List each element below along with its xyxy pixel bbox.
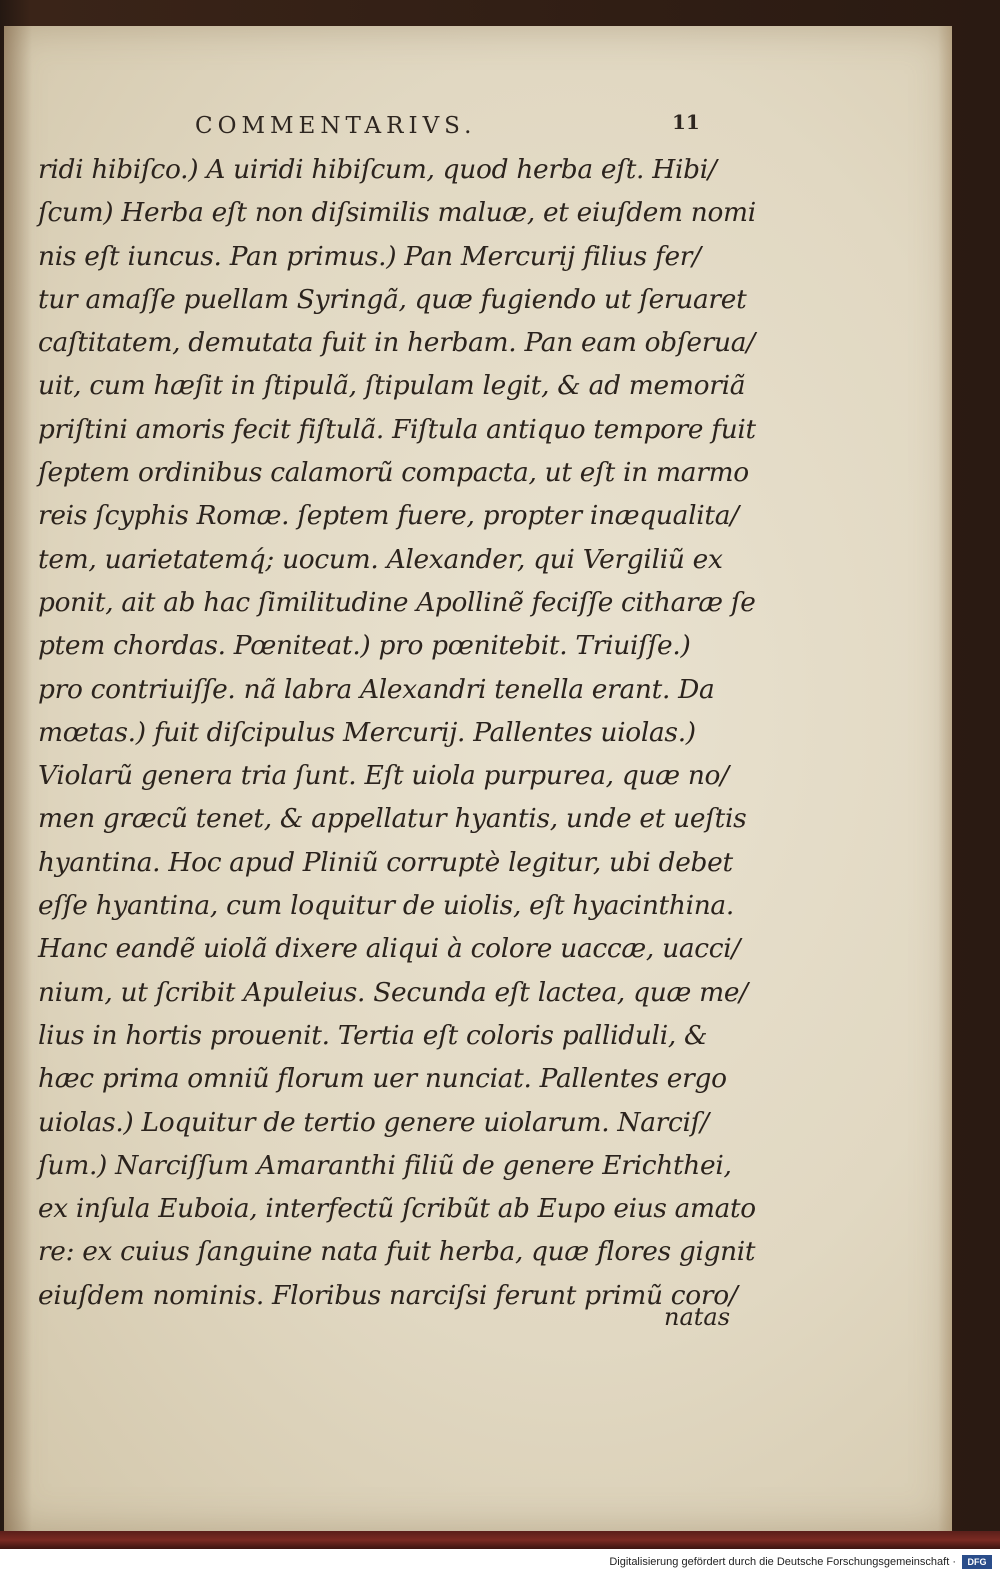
text-line: hyantina. Hoc apud Pliniũ corruptè legitur, ubi debet bbox=[38, 846, 733, 878]
funding-credit: Digitalisierung gefördert durch die Deutsche Forschungsgemeinschaft · bbox=[609, 1556, 956, 1568]
text-line: nis eſt iuncus. Pan primus.) Pan Mercurij filius fer/ bbox=[38, 240, 701, 272]
text-line: lius in hortis prouenit. Tertia eſt coloris palliduli, & bbox=[38, 1019, 708, 1051]
commentary-text-block bbox=[38, 148, 758, 1317]
text-line: tur amaſſe puellam Syringã, quæ fugiendo ut ſeruaret bbox=[38, 283, 747, 315]
page-number: 11 bbox=[672, 110, 700, 134]
text-line: nium, ut ſcribit Apuleius. Secunda eſt lactea, quæ me/ bbox=[38, 976, 748, 1008]
text-line: Hanc eandẽ uiolã dixere aliqui à colore uaccæ, uacci/ bbox=[38, 933, 741, 965]
text-line: tem, uarietatemq́; uocum. Alexander, qui Vergiliũ ex bbox=[38, 543, 723, 575]
text-line: mœtas.) fuit diſcipulus Mercurij. Pallentes uiolas.) bbox=[38, 716, 696, 748]
book-edge bbox=[0, 1531, 1000, 1549]
dfg-logo: DFG bbox=[962, 1555, 992, 1569]
text-line: pro contriuiſſe. nã labra Alexandri tenella erant. Da bbox=[38, 673, 715, 705]
text-line: re: ex cuius ſanguine nata fuit herba, quæ flores gignit bbox=[38, 1236, 756, 1268]
text-line: hæc prima omniũ florum uer nunciat. Pallentes ergo bbox=[38, 1063, 727, 1095]
text-line: priſtini amoris fecit fiſtulã. Fiſtula antiquo tempore fuit bbox=[38, 413, 756, 445]
text-line: ptem chordas. Pœniteat.) pro pœnitebit. Triuiſſe.) bbox=[38, 630, 691, 662]
text-line: eiuſdem nominis. Floribus narciſsi ferunt primũ coro/ bbox=[38, 1279, 738, 1311]
running-title: COMMENTARIVS. bbox=[195, 113, 477, 139]
text-line: ponit, ait ab hac ſimilitudine Apollinẽ feciſſe citharæ ſe bbox=[38, 586, 756, 618]
text-line: caſtitatem, demutata fuit in herbam. Pan eam obſerua/ bbox=[38, 327, 755, 359]
text-line: ridi hibiſco.) A uiridi hibiſcum, quod herba eſt. Hibi/ bbox=[38, 154, 717, 185]
text-line: reis ſcyphis Romæ. ſeptem fuere, propter inæqualita/ bbox=[38, 500, 739, 532]
text-line: ſcum) Herba eſt non diſsimilis maluæ, et eiuſdem nomi bbox=[38, 197, 756, 229]
text-line: Violarũ genera tria ſunt. Eſt uiola purpurea, quæ no/ bbox=[38, 760, 729, 792]
text-line: uiolas.) Loquitur de tertio genere uiolarum. Narciſ/ bbox=[38, 1106, 709, 1138]
digitization-footer bbox=[0, 1549, 1000, 1577]
text-line: ex inſula Euboia, interfectũ ſcribũt ab Eupo eius amato bbox=[38, 1193, 756, 1225]
text-line: ſum.) Narciſſum Amaranthi filiũ de genere Erichthei, bbox=[38, 1149, 732, 1181]
text-line: ſeptem ordinibus calamorũ compacta, ut eſt in marmo bbox=[38, 457, 749, 489]
catchword: natas bbox=[664, 1303, 731, 1331]
text-line: eſſe hyantina, cum loquitur de uiolis, eſt hyacinthina. bbox=[38, 890, 734, 922]
text-line: men græcũ tenet, & appellatur hyantis, unde et ueſtis bbox=[38, 803, 747, 835]
text-line: uit, cum hæſit in ſtipulã, ſtipulam legit, & ad memoriã bbox=[38, 370, 746, 402]
